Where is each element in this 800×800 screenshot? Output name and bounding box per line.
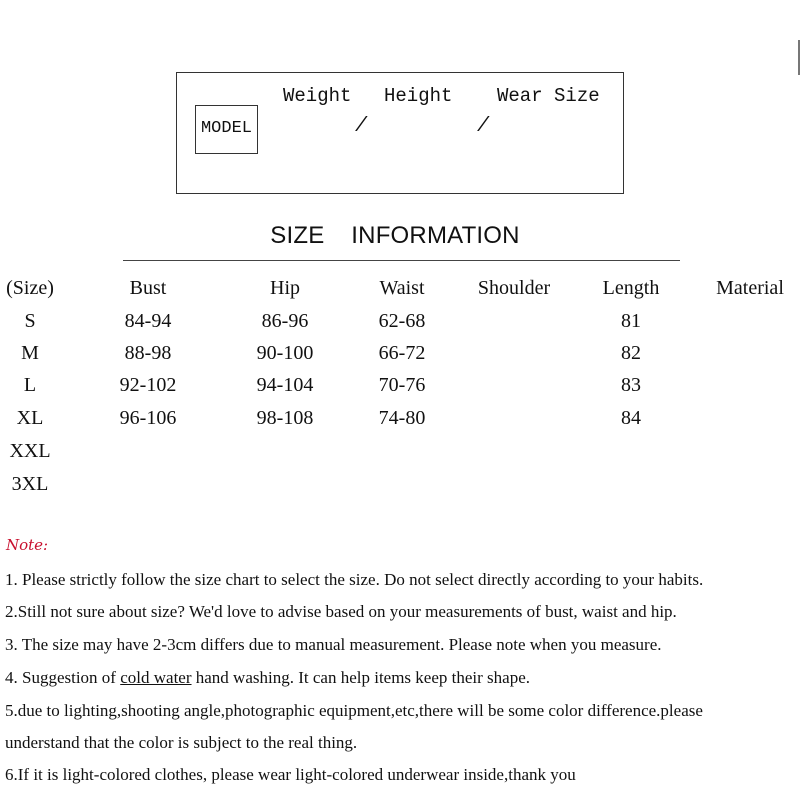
cell-size: XL bbox=[16, 407, 44, 429]
cell-bust: 88-98 bbox=[124, 342, 172, 364]
cell-bust: 92-102 bbox=[119, 374, 177, 396]
cell-waist: 62-68 bbox=[378, 310, 426, 332]
cell-hip: 90-100 bbox=[256, 342, 314, 364]
col-header-waist: Waist bbox=[379, 277, 425, 299]
cell-hip: 86-96 bbox=[261, 310, 309, 332]
cell-waist: 66-72 bbox=[378, 342, 426, 364]
note-line-4-end: hand washing. It can help items keep their shape. bbox=[191, 668, 530, 687]
table-row bbox=[0, 343, 800, 376]
wear-size-value: / bbox=[477, 115, 490, 138]
note-line-4-start: 4. Suggestion of bbox=[5, 668, 121, 687]
cell-length: 84 bbox=[621, 407, 641, 429]
table-row bbox=[0, 441, 800, 474]
cell-hip: 98-108 bbox=[256, 407, 314, 429]
model-tag: MODEL bbox=[195, 105, 258, 154]
weight-header: Weight bbox=[283, 85, 352, 107]
cell-length: 82 bbox=[621, 342, 641, 364]
title-size: SIZE bbox=[270, 222, 325, 249]
col-header-hip: Hip bbox=[270, 277, 300, 299]
table-row bbox=[0, 311, 800, 344]
note-line-2: 2.Still not sure about size? We'd love to advise based on your measurements of bust, waist and hip. bbox=[5, 602, 677, 621]
cell-length: 81 bbox=[621, 310, 641, 332]
note-line-6: 6.If it is light-colored clothes, please wear light-colored underwear inside,thank you bbox=[5, 765, 576, 784]
cell-waist: 74-80 bbox=[378, 407, 426, 429]
table-row bbox=[0, 375, 800, 408]
title-underline bbox=[123, 260, 680, 261]
cell-waist: 70-76 bbox=[378, 374, 426, 396]
cell-bust: 84-94 bbox=[124, 310, 172, 332]
table-row bbox=[0, 408, 800, 441]
cell-size: L bbox=[23, 374, 37, 396]
cell-size: XXL bbox=[9, 440, 51, 462]
cell-size: M bbox=[21, 342, 39, 364]
cell-length: 83 bbox=[621, 374, 641, 396]
col-header-size: (Size) bbox=[6, 277, 54, 299]
height-value: / bbox=[355, 115, 368, 138]
title-information: INFORMATION bbox=[351, 222, 520, 249]
table-header-row bbox=[0, 278, 800, 311]
col-header-length: Length bbox=[602, 277, 660, 299]
model-info-box bbox=[176, 72, 624, 194]
col-header-bust: Bust bbox=[129, 277, 167, 299]
height-header: Height bbox=[384, 85, 453, 107]
note-line-1: 1. Please strictly follow the size chart to select the size. Do not select directly according to your habits. bbox=[5, 570, 704, 589]
col-header-material: Material bbox=[716, 277, 784, 299]
col-header-shoulder: Shoulder bbox=[477, 277, 551, 299]
cell-bust: 96-106 bbox=[119, 407, 177, 429]
note-line-5: 5.due to lighting,shooting angle,photographic equipment,etc,there will be some color difference.please bbox=[5, 701, 703, 720]
note-line-4 bbox=[5, 668, 530, 688]
note-label: Note: bbox=[6, 536, 49, 554]
wear-size-header: Wear Size bbox=[497, 85, 600, 107]
note-line-5-cont: understand that the color is subject to the real thing. bbox=[5, 733, 358, 752]
cell-hip: 94-104 bbox=[256, 374, 314, 396]
cold-water-link[interactable]: cold water bbox=[120, 668, 192, 687]
cell-size: S bbox=[24, 310, 36, 332]
cell-size: 3XL bbox=[11, 473, 49, 495]
note-line-3: 3. The size may have 2-3cm differs due to manual measurement. Please note when you measure. bbox=[5, 635, 662, 654]
size-information-title bbox=[0, 222, 790, 250]
table-row bbox=[0, 474, 800, 507]
